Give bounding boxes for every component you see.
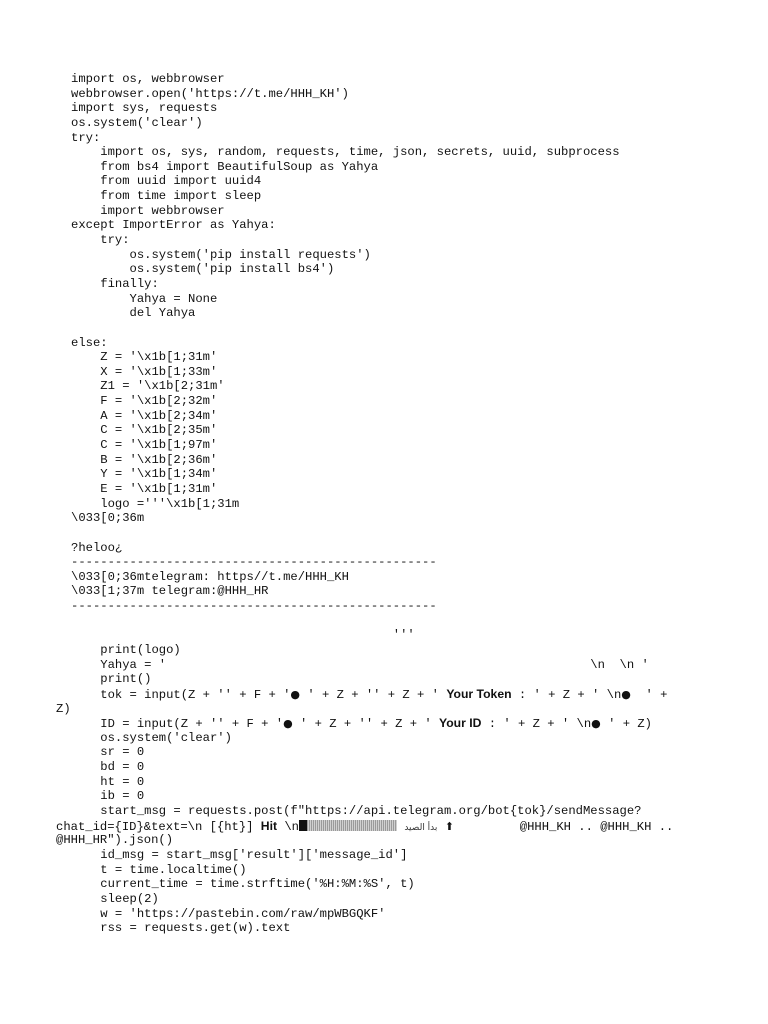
- code-line: del Yahya: [71, 306, 196, 321]
- code-line: --------------------------------------------------: [71, 599, 437, 614]
- code-text: @HHH_KH .. @HHH_KH ..: [453, 819, 674, 834]
- code-line: sleep(2): [71, 891, 159, 906]
- bullet-icon: ●: [283, 717, 293, 731]
- code-line-message: [56, 819, 731, 834]
- code-line-token-input: [71, 687, 731, 702]
- code-line: import webbrowser: [71, 203, 225, 218]
- code-line: F = '\x1b[2;32m': [71, 394, 218, 409]
- code-text: chat_id={ID}&text=\n [{ht}]: [56, 819, 261, 834]
- code-line: import sys, requests: [71, 101, 218, 116]
- code-line: C = '\x1b[2;35m': [71, 423, 218, 438]
- code-line-token-wrap: [56, 702, 731, 717]
- cursor-block-icon: [299, 820, 307, 831]
- id-label: Your ID: [439, 716, 482, 731]
- bullet-icon: ●: [290, 687, 301, 701]
- code-line: \033[0;36m: [71, 511, 145, 526]
- code-line: os.system('pip install requests'): [71, 247, 371, 262]
- code-line-id-input: [71, 716, 731, 731]
- code-text: Z): [56, 701, 71, 716]
- code-block: [56, 72, 731, 936]
- code-text: ' + Z): [600, 717, 652, 732]
- code-line: logo ='''\x1b[1;31m: [71, 496, 240, 511]
- code-line: finally:: [71, 276, 159, 291]
- code-line: Yahya = ' \n \n ': [71, 657, 649, 672]
- code-line: sr = 0: [71, 745, 145, 760]
- code-text: : ' + Z + ' \n: [481, 717, 592, 732]
- code-line: except ImportError as Yahya:: [71, 218, 276, 233]
- code-text: ' + Z + '' + Z + ': [292, 717, 439, 732]
- code-line: import os, sys, random, requests, time, json, secrets, uuid, subprocess: [71, 145, 620, 160]
- code-line: webbrowser.open('https://t.me/HHH_KH'): [71, 86, 349, 101]
- code-line: C = '\x1b[1;97m': [71, 438, 218, 453]
- code-line: [71, 321, 731, 336]
- code-line: \033[0;36mtelegram: https//t.me/HHH_KH: [71, 569, 349, 584]
- code-line: B = '\x1b[2;36m': [71, 452, 218, 467]
- code-line-message-wrap: [56, 833, 731, 848]
- arrow-up-icon: ⬆: [444, 819, 454, 833]
- code-line: [71, 614, 731, 629]
- code-line: print(logo): [71, 642, 181, 657]
- code-line: E = '\x1b[1;31m': [71, 481, 218, 496]
- code-line: id_msg = start_msg['result']['message_id']: [71, 847, 408, 862]
- code-line: Y = '\x1b[1;34m': [71, 467, 218, 482]
- code-line: ht = 0: [71, 774, 145, 789]
- code-line: Z1 = '\x1b[2;31m': [71, 379, 225, 394]
- code-line: bd = 0: [71, 760, 145, 775]
- code-line: ib = 0: [71, 789, 145, 804]
- shaded-bar-icon: [307, 820, 397, 831]
- code-line: Z = '\x1b[1;31m': [71, 350, 218, 365]
- code-line: A = '\x1b[2;34m': [71, 408, 218, 423]
- code-line: [71, 526, 731, 541]
- code-text: ' + Z + '' + Z + ': [300, 687, 447, 702]
- code-line: current_time = time.strftime('%H:%M:%S', t): [71, 877, 415, 892]
- code-line: w = 'https://pastebin.com/raw/mpWBGQKF': [71, 906, 386, 921]
- code-line: \033[1;37m telegram:@HHH_HR: [71, 584, 269, 599]
- code-line: ?heloo¿: [71, 540, 123, 555]
- code-line: os.system('clear'): [71, 115, 203, 130]
- code-line: ''': [71, 628, 415, 643]
- code-text: \n: [277, 819, 299, 834]
- code-line: else:: [71, 335, 108, 350]
- code-line: try:: [71, 233, 130, 248]
- code-line: try:: [71, 130, 101, 145]
- code-line: Yahya = None: [71, 291, 218, 306]
- code-lines-bottom: [71, 848, 731, 936]
- bullet-icon: ●: [621, 687, 631, 701]
- code-line: t = time.localtime(): [71, 862, 247, 877]
- code-line: start_msg = requests.post(f"https://api.telegram.org/bot{tok}/sendMessage?: [71, 804, 642, 819]
- hit-label: Hit: [260, 818, 278, 833]
- code-line: --------------------------------------------------: [71, 555, 437, 570]
- token-label: Your Token: [446, 686, 512, 701]
- code-text: tok = input(Z + '' + F + ': [71, 687, 291, 702]
- arabic-text: بدأ الصيد: [404, 822, 438, 833]
- code-lines-middle: [71, 731, 731, 819]
- code-text: : ' + Z + ' \n: [511, 687, 622, 702]
- code-line: os.system('pip install bs4'): [71, 262, 335, 277]
- code-line: from uuid import uuid4: [71, 174, 262, 189]
- code-line: os.system('clear'): [71, 730, 232, 745]
- code-line: X = '\x1b[1;33m': [71, 364, 218, 379]
- code-lines-top: [71, 72, 731, 687]
- code-text: @HHH_HR").json(): [56, 833, 174, 848]
- code-line: import os, webbrowser: [71, 72, 225, 86]
- code-text: ID = input(Z + '' + F + ': [71, 717, 284, 732]
- code-line: from bs4 import BeautifulSoup as Yahya: [71, 159, 379, 174]
- bullet-icon: ●: [591, 717, 601, 731]
- code-line: print(): [71, 672, 152, 687]
- code-line: rss = requests.get(w).text: [71, 921, 291, 936]
- code-text: ' +: [630, 687, 668, 702]
- code-line: from time import sleep: [71, 189, 262, 204]
